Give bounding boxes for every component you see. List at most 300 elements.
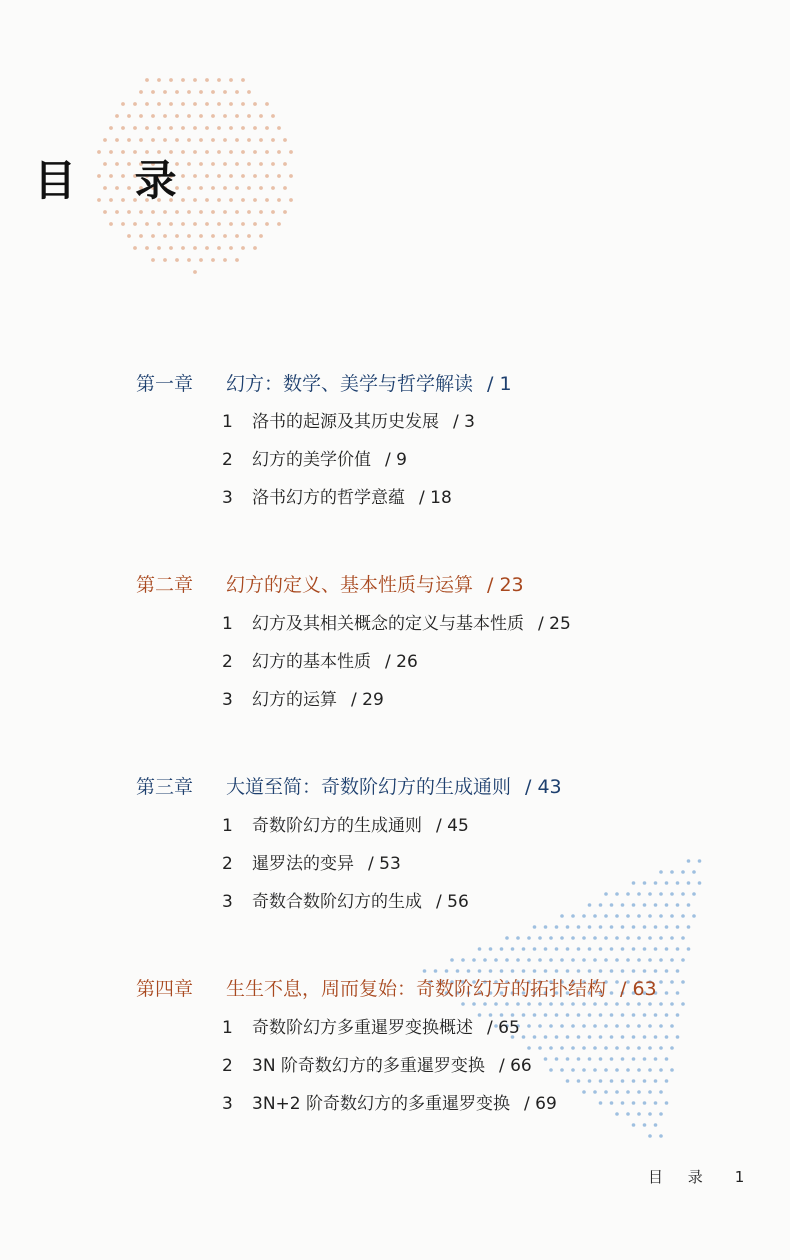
blue-dot [637, 892, 641, 896]
peach-dot [163, 234, 167, 238]
blue-dot [610, 1035, 614, 1039]
blue-dot [698, 859, 702, 863]
peach-dot [157, 126, 161, 130]
section-2-2[interactable] [222, 647, 418, 672]
blue-dot [566, 925, 570, 929]
blue-dot [593, 1090, 597, 1094]
blue-dot [610, 925, 614, 929]
chapter-number: 第一章 [136, 373, 194, 395]
peach-dot [205, 126, 209, 130]
chapter-number: 第四章 [136, 978, 194, 1000]
peach-dot [205, 222, 209, 226]
peach-dot [127, 234, 131, 238]
peach-dot [199, 186, 203, 190]
blue-dot [654, 1057, 658, 1061]
blue-dot [626, 914, 630, 918]
peach-dot [277, 222, 281, 226]
blue-dot [549, 1046, 553, 1050]
blue-dot [582, 936, 586, 940]
blue-dot [665, 1079, 669, 1083]
blue-dot [665, 1035, 669, 1039]
peach-dot [145, 246, 149, 250]
blue-dot [621, 1057, 625, 1061]
blue-dot [527, 1024, 531, 1028]
peach-dot [187, 90, 191, 94]
blue-dot [582, 1046, 586, 1050]
blue-dot [489, 947, 493, 951]
chapter-title: 生生不息，周而复始：奇数阶幻方的拓扑结构 [226, 978, 607, 1000]
blue-dot [676, 947, 680, 951]
blue-dot [566, 969, 570, 973]
peach-dot [229, 222, 233, 226]
blue-dot [610, 1057, 614, 1061]
blue-dot [599, 1079, 603, 1083]
blue-dot [571, 958, 575, 962]
blue-dot [599, 969, 603, 973]
blue-dot [687, 947, 691, 951]
section-4-2[interactable] [222, 1051, 532, 1076]
blue-dot [571, 936, 575, 940]
page-number: 1 [734, 1168, 745, 1186]
blue-dot [648, 892, 652, 896]
blue-dot [637, 1112, 641, 1116]
blue-dot [670, 914, 674, 918]
blue-dot [588, 1079, 592, 1083]
blue-dot [549, 958, 553, 962]
peach-dot [199, 258, 203, 262]
blue-dot [632, 1035, 636, 1039]
blue-dot [604, 1024, 608, 1028]
blue-dot [615, 1090, 619, 1094]
blue-dot [599, 1035, 603, 1039]
peach-dot [187, 234, 191, 238]
blue-dot [593, 914, 597, 918]
peach-dot [223, 162, 227, 166]
blue-dot [659, 1068, 663, 1072]
blue-dot [648, 1090, 652, 1094]
blue-dot [665, 991, 669, 995]
blue-dot [445, 969, 449, 973]
blue-dot [527, 1046, 531, 1050]
blue-dot [665, 925, 669, 929]
peach-dot [271, 162, 275, 166]
section-1-1[interactable] [222, 407, 475, 432]
section-3-2[interactable] [222, 849, 401, 874]
peach-dot [259, 186, 263, 190]
section-page: / 56 [436, 892, 469, 912]
peach-dot [217, 126, 221, 130]
chapter-1[interactable] [136, 369, 512, 396]
blue-dot [665, 969, 669, 973]
peach-dot [223, 90, 227, 94]
blue-dot [582, 1090, 586, 1094]
blue-dot [632, 1101, 636, 1105]
peach-dot [121, 102, 125, 106]
blue-dot [582, 1002, 586, 1006]
chapter-3[interactable] [136, 772, 562, 799]
blue-dot [698, 881, 702, 885]
section-page: / 53 [368, 854, 401, 874]
blue-dot [676, 881, 680, 885]
blue-dot [659, 958, 663, 962]
peach-dot [181, 102, 185, 106]
blue-dot [632, 1079, 636, 1083]
peach-dot [205, 102, 209, 106]
blue-dot [593, 1046, 597, 1050]
blue-dot [604, 914, 608, 918]
peach-dot [217, 222, 221, 226]
section-title: 幻方及其相关概念的定义与基本性质 [252, 614, 524, 634]
blue-dot [621, 1079, 625, 1083]
blue-dot [566, 1079, 570, 1083]
peach-dot [145, 222, 149, 226]
peach-dot [223, 114, 227, 118]
blue-dot [538, 1046, 542, 1050]
peach-dot [145, 102, 149, 106]
blue-dot [604, 1090, 608, 1094]
peach-dot [247, 234, 251, 238]
blue-dot [659, 892, 663, 896]
peach-dot [241, 198, 245, 202]
blue-dot [632, 925, 636, 929]
page-footer [648, 1166, 744, 1187]
blue-dot [615, 1024, 619, 1028]
peach-dot [205, 246, 209, 250]
section-3-3[interactable] [222, 887, 469, 912]
blue-dot [654, 969, 658, 973]
peach-dot [187, 210, 191, 214]
section-number: 3 [222, 1094, 233, 1114]
blue-dot [582, 1068, 586, 1072]
blue-dot [571, 1002, 575, 1006]
peach-dot [223, 234, 227, 238]
blue-dot [527, 936, 531, 940]
peach-dot [235, 90, 239, 94]
peach-dot [163, 258, 167, 262]
peach-dot [163, 210, 167, 214]
peach-dot [211, 114, 215, 118]
section-page: / 29 [351, 690, 384, 710]
peach-dot [277, 174, 281, 178]
blue-dot [555, 1035, 559, 1039]
peach-dot [181, 246, 185, 250]
peach-dot [187, 258, 191, 262]
blue-dot [621, 1035, 625, 1039]
peach-dot [247, 162, 251, 166]
blue-dot [560, 1068, 564, 1072]
peach-dot [157, 102, 161, 106]
section-page: / 65 [487, 1018, 520, 1038]
blue-dot [483, 1002, 487, 1006]
peach-dot [289, 198, 293, 202]
blue-dot [577, 1035, 581, 1039]
peach-dot [235, 210, 239, 214]
peach-dot [229, 246, 233, 250]
blue-dot [599, 903, 603, 907]
blue-dot [610, 969, 614, 973]
blue-dot [604, 1046, 608, 1050]
blue-dot [676, 969, 680, 973]
blue-dot [538, 1002, 542, 1006]
blue-dot [610, 1013, 614, 1017]
peach-dot [199, 114, 203, 118]
chapter-title: 幻方的定义、基本性质与运算 [226, 574, 474, 596]
peach-dot [193, 102, 197, 106]
blue-dot [560, 1002, 564, 1006]
blue-dot [676, 1013, 680, 1017]
section-number: 3 [222, 892, 233, 912]
blue-dot [593, 1002, 597, 1006]
peach-dot [253, 198, 257, 202]
peach-dot [115, 138, 119, 142]
blue-dot [659, 936, 663, 940]
peach-dot [235, 138, 239, 142]
peach-dot [139, 234, 143, 238]
blue-dot [560, 914, 564, 918]
blue-dot [478, 947, 482, 951]
blue-dot [560, 958, 564, 962]
section-2-3[interactable] [222, 685, 384, 710]
blue-dot [544, 925, 548, 929]
peach-dot [103, 210, 107, 214]
chapter-page: / 43 [525, 776, 562, 798]
chapter-4[interactable] [136, 974, 657, 1001]
blue-dot [665, 1101, 669, 1105]
blue-dot [681, 936, 685, 940]
peach-dot [259, 162, 263, 166]
blue-dot [626, 1024, 630, 1028]
section-title: 幻方的运算 [252, 690, 337, 710]
peach-dot [199, 138, 203, 142]
chapter-page: / 63 [620, 978, 657, 1000]
blue-dot [478, 969, 482, 973]
section-title: 3N 阶奇数幻方的多重暹罗变换 [252, 1056, 485, 1076]
peach-dot [241, 126, 245, 130]
section-page: / 45 [436, 816, 469, 836]
blue-dot [637, 914, 641, 918]
section-title: 洛书的起源及其历史发展 [252, 412, 439, 432]
blue-dot [494, 1002, 498, 1006]
section-page: / 66 [498, 1056, 532, 1076]
peach-dot [157, 78, 161, 82]
blue-dot [522, 947, 526, 951]
blue-dot [604, 958, 608, 962]
blue-dot [621, 1101, 625, 1105]
section-2-1[interactable] [222, 609, 571, 634]
blue-dot [681, 980, 685, 984]
blue-dot [676, 1035, 680, 1039]
blue-dot [654, 1101, 658, 1105]
section-3-1[interactable] [222, 811, 469, 836]
peach-dot [277, 198, 281, 202]
blue-dot [588, 925, 592, 929]
blue-dot [659, 870, 663, 874]
blue-dot [555, 1057, 559, 1061]
peach-dot [121, 126, 125, 130]
blue-dot [621, 1013, 625, 1017]
blue-dot [654, 903, 658, 907]
peach-dot [169, 78, 173, 82]
peach-dot [205, 198, 209, 202]
peach-dot [265, 222, 269, 226]
blue-dot [577, 925, 581, 929]
blue-dot [577, 1057, 581, 1061]
blue-dot [659, 914, 663, 918]
blue-dot [621, 903, 625, 907]
blue-dot [659, 1046, 663, 1050]
blue-dot [626, 936, 630, 940]
section-number: 2 [222, 652, 233, 672]
blue-dot [681, 1002, 685, 1006]
blue-dot [637, 1024, 641, 1028]
section-4-1[interactable] [222, 1013, 520, 1038]
section-number: 2 [222, 1056, 233, 1076]
peach-dot [217, 174, 221, 178]
peach-dot [175, 234, 179, 238]
chapter-title: 幻方：数学、美学与哲学解读 [226, 373, 474, 395]
blue-dot [577, 1079, 581, 1083]
section-page: / 9 [385, 450, 407, 470]
peach-dot [283, 138, 287, 142]
blue-dot [555, 925, 559, 929]
blue-dot [599, 1057, 603, 1061]
peach-dot [259, 138, 263, 142]
blue-dot [687, 925, 691, 929]
blue-dot [637, 1002, 641, 1006]
peach-dot [289, 174, 293, 178]
blue-dot [670, 892, 674, 896]
peach-dot [175, 138, 179, 142]
blue-dot [555, 1013, 559, 1017]
blue-dot [610, 903, 614, 907]
peach-dot [133, 246, 137, 250]
peach-dot [235, 234, 239, 238]
chapter-title: 大道至简：奇数阶幻方的生成通则 [226, 776, 512, 798]
blue-dot [560, 936, 564, 940]
blue-dot [511, 969, 515, 973]
peach-dot [193, 222, 197, 226]
section-number: 3 [222, 488, 233, 508]
section-1-2[interactable] [222, 445, 407, 470]
blue-dot [648, 936, 652, 940]
section-title: 奇数阶幻方的生成通则 [252, 816, 422, 836]
peach-dot [175, 90, 179, 94]
peach-dot [163, 114, 167, 118]
peach-dot [139, 90, 143, 94]
blue-dot [621, 947, 625, 951]
blue-dot [637, 936, 641, 940]
blue-dot [555, 969, 559, 973]
blue-dot [659, 980, 663, 984]
peach-dot [223, 138, 227, 142]
blue-dot [577, 947, 581, 951]
blue-dot [648, 1002, 652, 1006]
peach-dot [265, 150, 269, 154]
peach-dot [169, 126, 173, 130]
blue-dot [643, 1101, 647, 1105]
blue-dot [577, 969, 581, 973]
peach-dot [271, 186, 275, 190]
blue-dot [522, 1035, 526, 1039]
peach-dot [211, 186, 215, 190]
blue-dot [615, 1046, 619, 1050]
peach-dot [181, 126, 185, 130]
section-title: 幻方的基本性质 [252, 652, 371, 672]
peach-dot [265, 102, 269, 106]
peach-dot [271, 114, 275, 118]
section-page: / 26 [385, 652, 418, 672]
blue-dot [533, 1013, 537, 1017]
peach-dot [133, 102, 137, 106]
peach-dot [211, 234, 215, 238]
blue-dot [560, 1046, 564, 1050]
blue-dot [533, 947, 537, 951]
peach-dot [187, 138, 191, 142]
page-title: 目 录 [34, 156, 199, 205]
blue-dot [461, 1002, 465, 1006]
blue-dot [566, 1035, 570, 1039]
blue-dot [467, 969, 471, 973]
blue-dot [588, 969, 592, 973]
blue-dot [626, 892, 630, 896]
chapter-page: / 1 [487, 373, 512, 395]
peach-dot [235, 162, 239, 166]
blue-dot [533, 925, 537, 929]
section-4-3[interactable] [222, 1089, 557, 1114]
peach-dot [277, 126, 281, 130]
section-page: / 3 [453, 412, 475, 432]
blue-dot [544, 1035, 548, 1039]
peach-dot [205, 150, 209, 154]
peach-dot [145, 78, 149, 82]
peach-dot [247, 138, 251, 142]
blue-dot [489, 969, 493, 973]
peach-dot [169, 246, 173, 250]
peach-dot [265, 198, 269, 202]
peach-dot [193, 78, 197, 82]
peach-dot [181, 78, 185, 82]
blue-dot [659, 1090, 663, 1094]
chapter-2[interactable] [136, 570, 524, 597]
peach-dot [277, 150, 281, 154]
peach-dot [259, 114, 263, 118]
peach-dot [169, 102, 173, 106]
peach-dot [109, 222, 113, 226]
blue-dot [544, 969, 548, 973]
peach-dot [235, 258, 239, 262]
peach-dot [199, 210, 203, 214]
blue-dot [665, 947, 669, 951]
peach-dot [247, 186, 251, 190]
blue-dot [604, 1068, 608, 1072]
blue-dot [665, 1013, 669, 1017]
peach-dot [151, 114, 155, 118]
blue-dot [566, 947, 570, 951]
peach-dot [163, 90, 167, 94]
peach-dot [139, 210, 143, 214]
peach-dot [157, 222, 161, 226]
blue-dot [599, 925, 603, 929]
peach-dot [253, 174, 257, 178]
blue-dot [483, 958, 487, 962]
peach-dot [217, 246, 221, 250]
section-title: 3N+2 阶奇数幻方的多重暹罗变换 [252, 1094, 510, 1114]
peach-dot [229, 174, 233, 178]
section-1-3[interactable] [222, 483, 452, 508]
peach-dot [175, 258, 179, 262]
section-page: / 25 [538, 614, 571, 634]
blue-dot [571, 1024, 575, 1028]
